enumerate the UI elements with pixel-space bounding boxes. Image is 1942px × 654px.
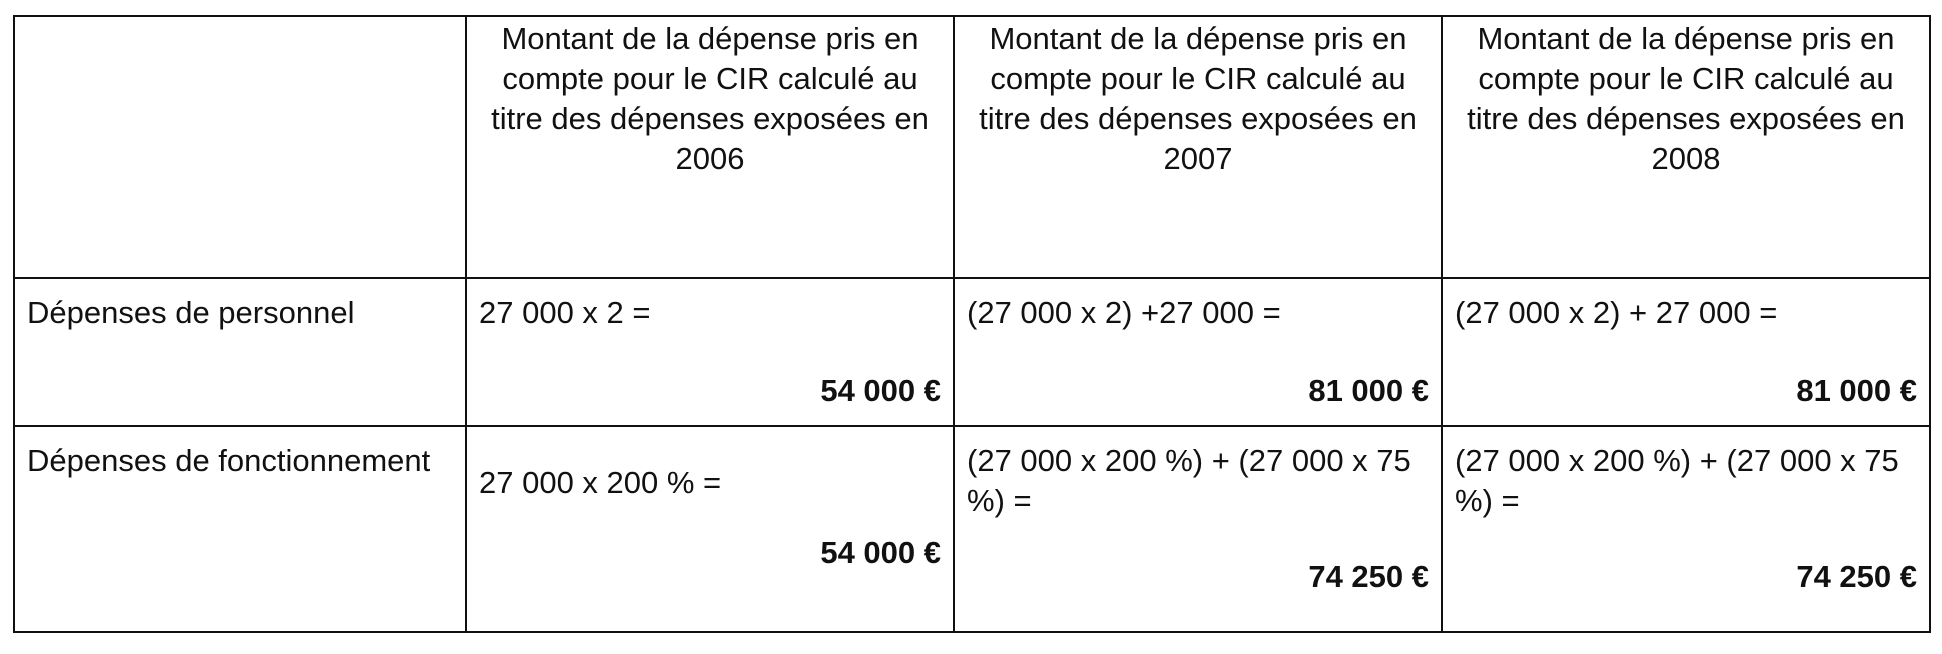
table-row — [14, 426, 1930, 632]
cir-expense-table — [13, 15, 1931, 633]
column-header-2008: Montant de la dépense pris en compte pour le CIR calculé au titre des dépenses exposées en 2008 — [1442, 16, 1930, 278]
result-amount: 74 250 € — [1308, 559, 1429, 594]
row-label-fonctionnement: Dépenses de fonctionnement — [14, 426, 466, 632]
result-amount: 54 000 € — [820, 373, 941, 408]
cell-fonctionnement-2007 — [954, 426, 1442, 632]
formula-text: (27 000 x 200 %) + (27 000 x 75 %) = — [1455, 443, 1899, 518]
formula-text: (27 000 x 2) + 27 000 = — [1455, 295, 1778, 330]
cell-fonctionnement-2008 — [1442, 426, 1930, 632]
cell-personnel-2006 — [466, 278, 954, 426]
result-amount: 54 000 € — [820, 535, 941, 570]
table-header-row — [14, 16, 1930, 278]
result-amount: 81 000 € — [1308, 373, 1429, 408]
formula-text: 27 000 x 200 % = — [479, 465, 722, 500]
result-amount: 74 250 € — [1796, 559, 1917, 594]
cell-fonctionnement-2006 — [466, 426, 954, 632]
row-label-personnel: Dépenses de personnel — [14, 278, 466, 426]
column-header-2007: Montant de la dépense pris en compte pour le CIR calculé au titre des dépenses exposées en 2007 — [954, 16, 1442, 278]
result-amount: 81 000 € — [1796, 373, 1917, 408]
table-row — [14, 278, 1930, 426]
formula-text: (27 000 x 2) +27 000 = — [967, 295, 1281, 330]
cell-personnel-2008 — [1442, 278, 1930, 426]
formula-text: 27 000 x 2 = — [479, 295, 651, 330]
cell-personnel-2007 — [954, 278, 1442, 426]
cir-table-wrapper — [13, 15, 1931, 633]
formula-text: (27 000 x 200 %) + (27 000 x 75 %) = — [967, 443, 1411, 518]
corner-cell — [14, 16, 466, 278]
column-header-2006: Montant de la dépense pris en compte pour le CIR calculé au titre des dépenses exposées en 2006 — [466, 16, 954, 278]
